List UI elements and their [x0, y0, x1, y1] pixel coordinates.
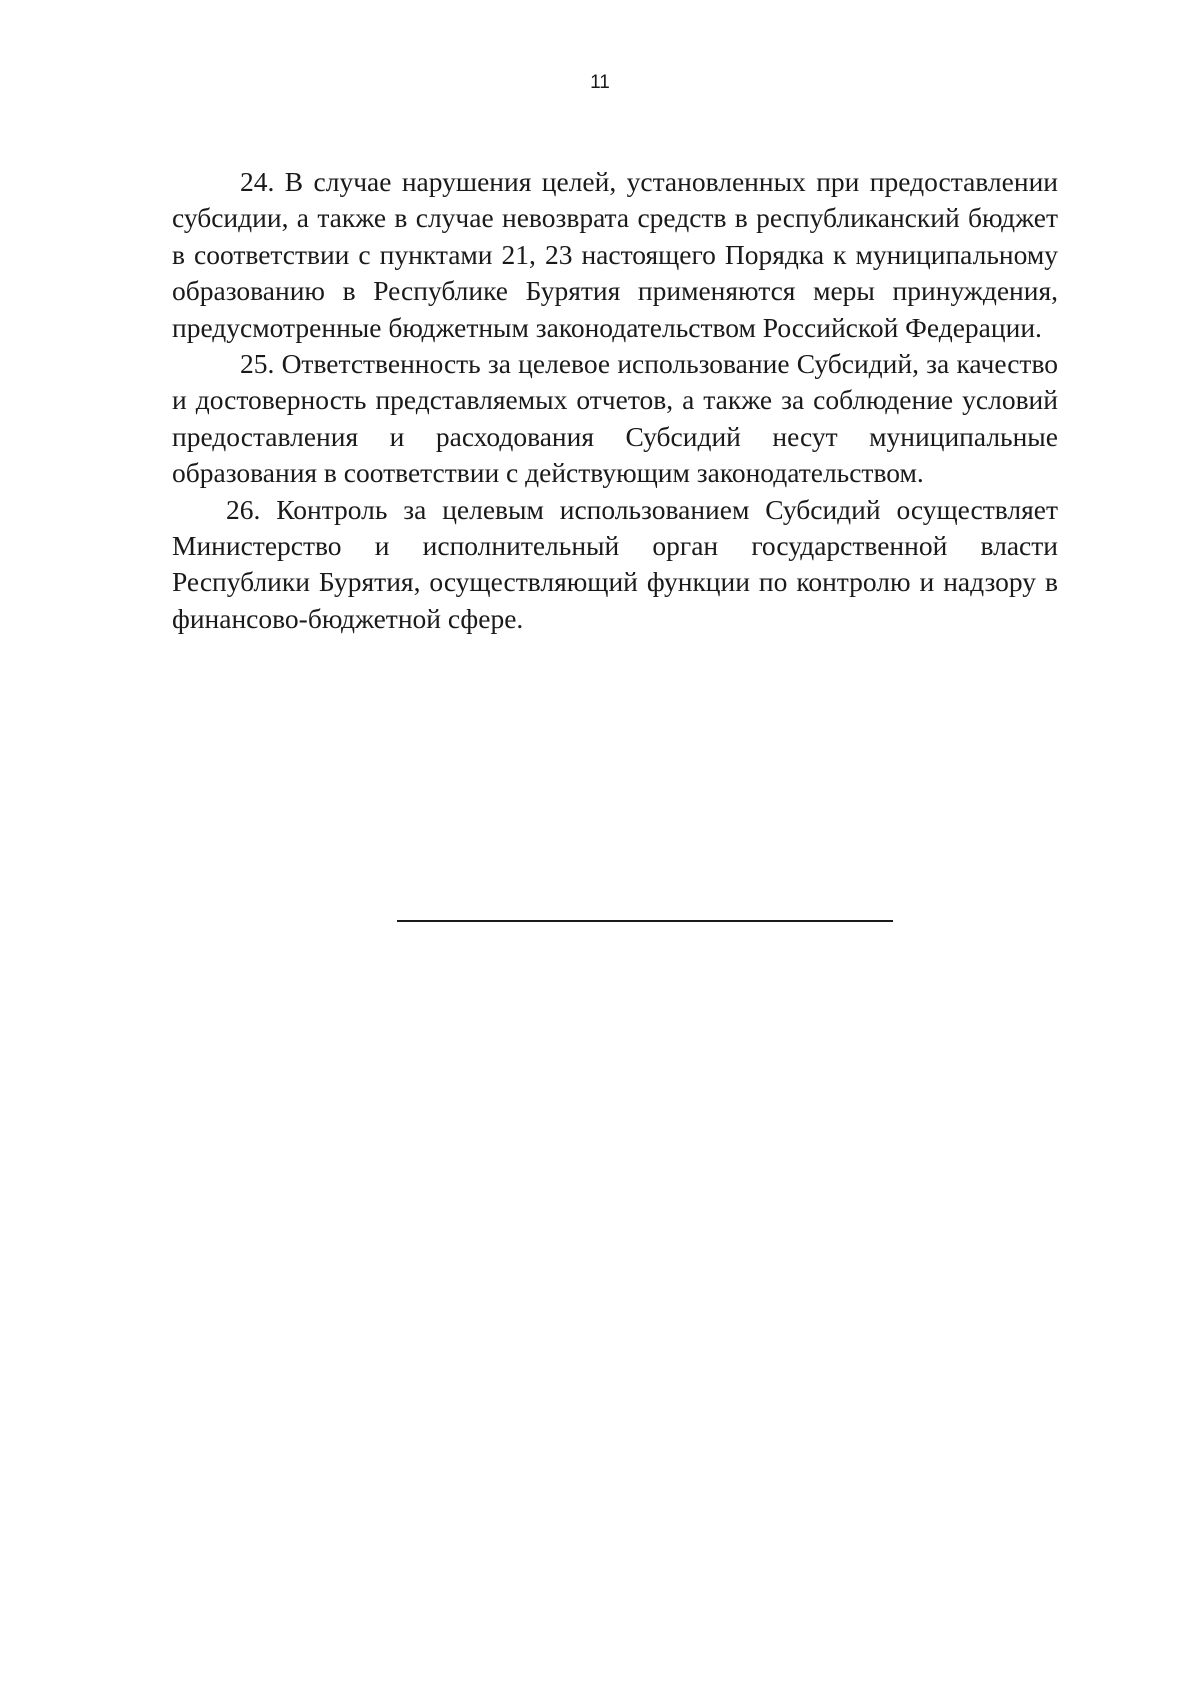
paragraph-25: 25. Ответственность за целевое использование Субсидий, за качество и достоверность представляемых отчетов, а также за соблюдение условий предоставления и расходования Субсидий несут муниципальные образования в соответствии с действующим законодательством. [172, 348, 1058, 489]
paragraph-24: 24. В случае нарушения целей, установленных при предоставлении субсидии, а также в случае невозврата средств в республиканский бюджет в соответствии с пунктами 21, 23 настоящего Порядка к муниципальному образованию в Республике Бурятия применяются меры принуждения, предусмотренные бюджетным законодательством Российской Федерации. [172, 166, 1058, 343]
paragraph-26: 26. Контроль за целевым использованием Субсидий осуществляет Министерство и исполнительный орган государственной власти Республики Бурятия, осуществляющий функции по контролю и надзору в финансово-бюджетной сфере. [172, 493, 1058, 634]
document-body [172, 164, 1058, 637]
end-of-document-line [397, 920, 893, 922]
page-number: 11 [590, 72, 610, 93]
